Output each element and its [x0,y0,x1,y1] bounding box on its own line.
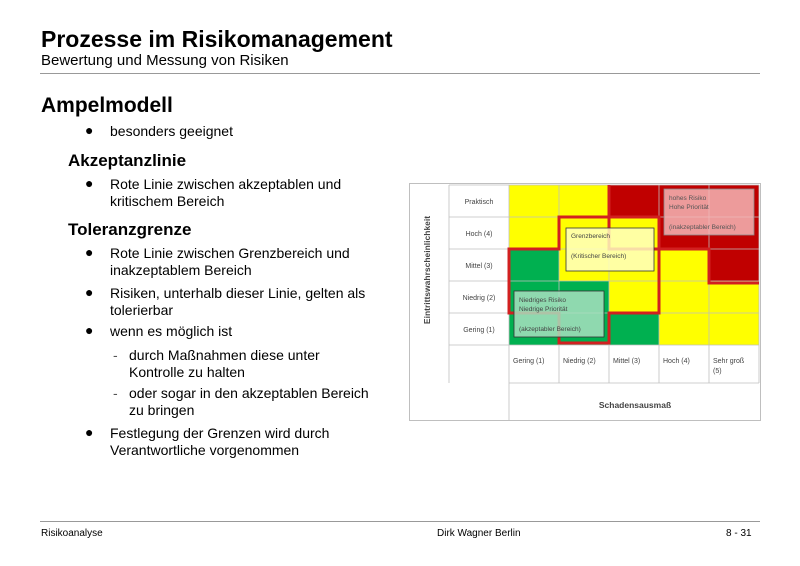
svg-text:(Kritischer Bereich): (Kritischer Bereich) [571,253,627,260]
svg-text:hohes Risiko: hohes Risiko [669,195,707,202]
box-low-risk [514,291,604,337]
page-subtitle: Bewertung und Messung von Risiken [41,52,289,69]
matrix-cell [659,249,709,281]
matrix-cell [509,217,559,249]
bullet-icon: ● [85,175,94,191]
matrix-cell [709,313,759,345]
x-axis-label: Schadensausmaß [598,400,672,410]
column-label: Sehr groß [713,358,745,365]
bullet-icon: ● [85,244,94,260]
y-axis-label: Eintrittswahrscheinlichkeit [422,215,432,325]
subheading-akzeptanzlinie: Akzeptanzlinie [68,151,187,170]
footer-divider [40,521,760,522]
bullet-icon: ● [85,424,94,440]
matrix-cell [609,281,659,313]
matrix-cell [509,185,559,217]
matrix-cell [559,185,609,217]
svg-text:Grenzbereich: Grenzbereich [571,233,611,240]
dash-icon: - [113,347,118,363]
matrix-cell [709,249,759,281]
risk-matrix [409,183,761,421]
svg-text:Niedriges Risiko: Niedriges Risiko [519,297,566,304]
column-label: Hoch (4) [663,358,690,365]
row-label: Gering (1) [463,327,495,334]
page-title: Prozesse im Risikomanagement [41,26,393,52]
matrix-cell [709,281,759,313]
footer-left: Risikoanalyse [41,528,103,539]
subheading-toleranzgrenze: Toleranzgrenze [68,220,192,239]
column-label-line2: (5) [713,368,722,375]
row-label: Niedrig (2) [462,295,496,302]
matrix-cell [609,185,659,217]
matrix-cell [659,281,709,313]
row-label: Mittel (3) [465,263,493,270]
matrix-cell [509,249,559,281]
matrix-cell [609,313,659,345]
row-label: Praktisch [464,199,494,206]
svg-text:(inakzeptabler Bereich): (inakzeptabler Bereich) [669,224,736,231]
dash-icon: - [113,385,118,401]
box-grenzbereich [566,228,654,271]
box-high-risk [664,189,754,235]
bullet-icon: ● [85,322,94,338]
column-label: Gering (1) [513,358,545,365]
section-heading: Ampelmodell [41,94,173,117]
matrix-cell [659,313,709,345]
svg-text:Niedrige Priorität: Niedrige Priorität [519,306,568,313]
svg-text:Hohe Priorität: Hohe Priorität [669,204,709,211]
bullet-icon: ● [85,122,94,138]
row-label: Hoch (4) [465,231,493,238]
column-label: Niedrig (2) [563,358,596,365]
svg-text:(akzeptabler Bereich): (akzeptabler Bereich) [519,326,581,333]
header-divider [40,73,760,74]
column-label: Mittel (3) [613,358,641,365]
footer-center: Dirk Wagner Berlin [437,528,521,539]
footer-page-number: 8 - 31 [726,528,752,539]
bullet-icon: ● [85,284,94,300]
